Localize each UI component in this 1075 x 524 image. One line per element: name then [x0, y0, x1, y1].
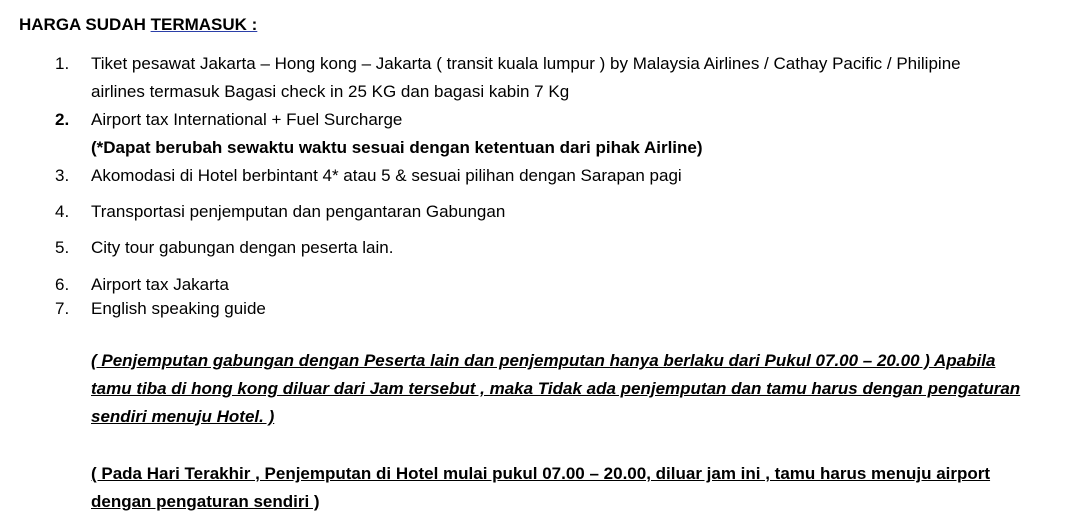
list-item-text: Airport tax International + Fuel Surcharge [91, 110, 403, 129]
list-item-7 [55, 295, 266, 323]
list-item-text: English speaking guide [91, 299, 266, 318]
list-item-1 [55, 50, 961, 78]
list-item-text: Transportasi penjemputan dan pengantaran Gabungan [91, 202, 506, 221]
list-item-text: Akomodasi di Hotel berbintant 4* atau 5 & sesuai pilihan dengan Sarapan pagi [91, 166, 682, 185]
heading-underlined: TERMASUK : [150, 15, 258, 34]
list-item-5 [55, 234, 393, 262]
list-number: 4. [55, 202, 70, 221]
last-day-note-line-1: ( Pada Hari Terakhir , Penjemputan di Hotel mulai pukul 07.00 – 20.00, diluar jam ini , tamu harus menuju airport [91, 464, 991, 483]
list-item-2 [55, 106, 402, 134]
last-day-note-line-2: dengan pengaturan sendiri ) [91, 492, 320, 511]
list-item-text: City tour gabungan dengan peserta lain. [91, 238, 394, 257]
list-number: 7. [55, 299, 70, 318]
list-item-text: Tiket pesawat Jakarta – Hong kong – Jakarta ( transit kuala lumpur ) by Malaysia Airlines / Cathay Pacific / Philipine [91, 54, 961, 73]
list-item-4 [55, 198, 505, 226]
list-number: 1. [55, 54, 70, 73]
pickup-note-line-2: tamu tiba di hong kong diluar dari Jam tersebut , maka Tidak ada penjemputan dan tamu harus dengan pengaturan [91, 379, 1021, 398]
list-item-1-continuation: airlines termasuk Bagasi check in 25 KG dan bagasi kabin 7 Kg [91, 82, 570, 101]
list-number: 5. [55, 238, 70, 257]
heading-prefix: HARGA SUDAH [19, 15, 151, 34]
pickup-note-line-1: ( Penjemputan gabungan dengan Peserta lain dan penjemputan hanya berlaku dari Pukul 07.00 – 20.00 ) Apabila [91, 351, 996, 370]
section-heading [19, 15, 257, 35]
list-item-text: Airport tax Jakarta [91, 275, 229, 294]
pickup-note-line-3: sendiri menuju Hotel. ) [91, 407, 275, 426]
list-number: 2. [55, 110, 70, 129]
list-item-3 [55, 162, 682, 190]
list-number: 3. [55, 166, 70, 185]
list-number: 6. [55, 275, 70, 294]
list-item-2-note: (*Dapat berubah sewaktu waktu sesuai dengan ketentuan dari pihak Airline) [91, 138, 703, 157]
